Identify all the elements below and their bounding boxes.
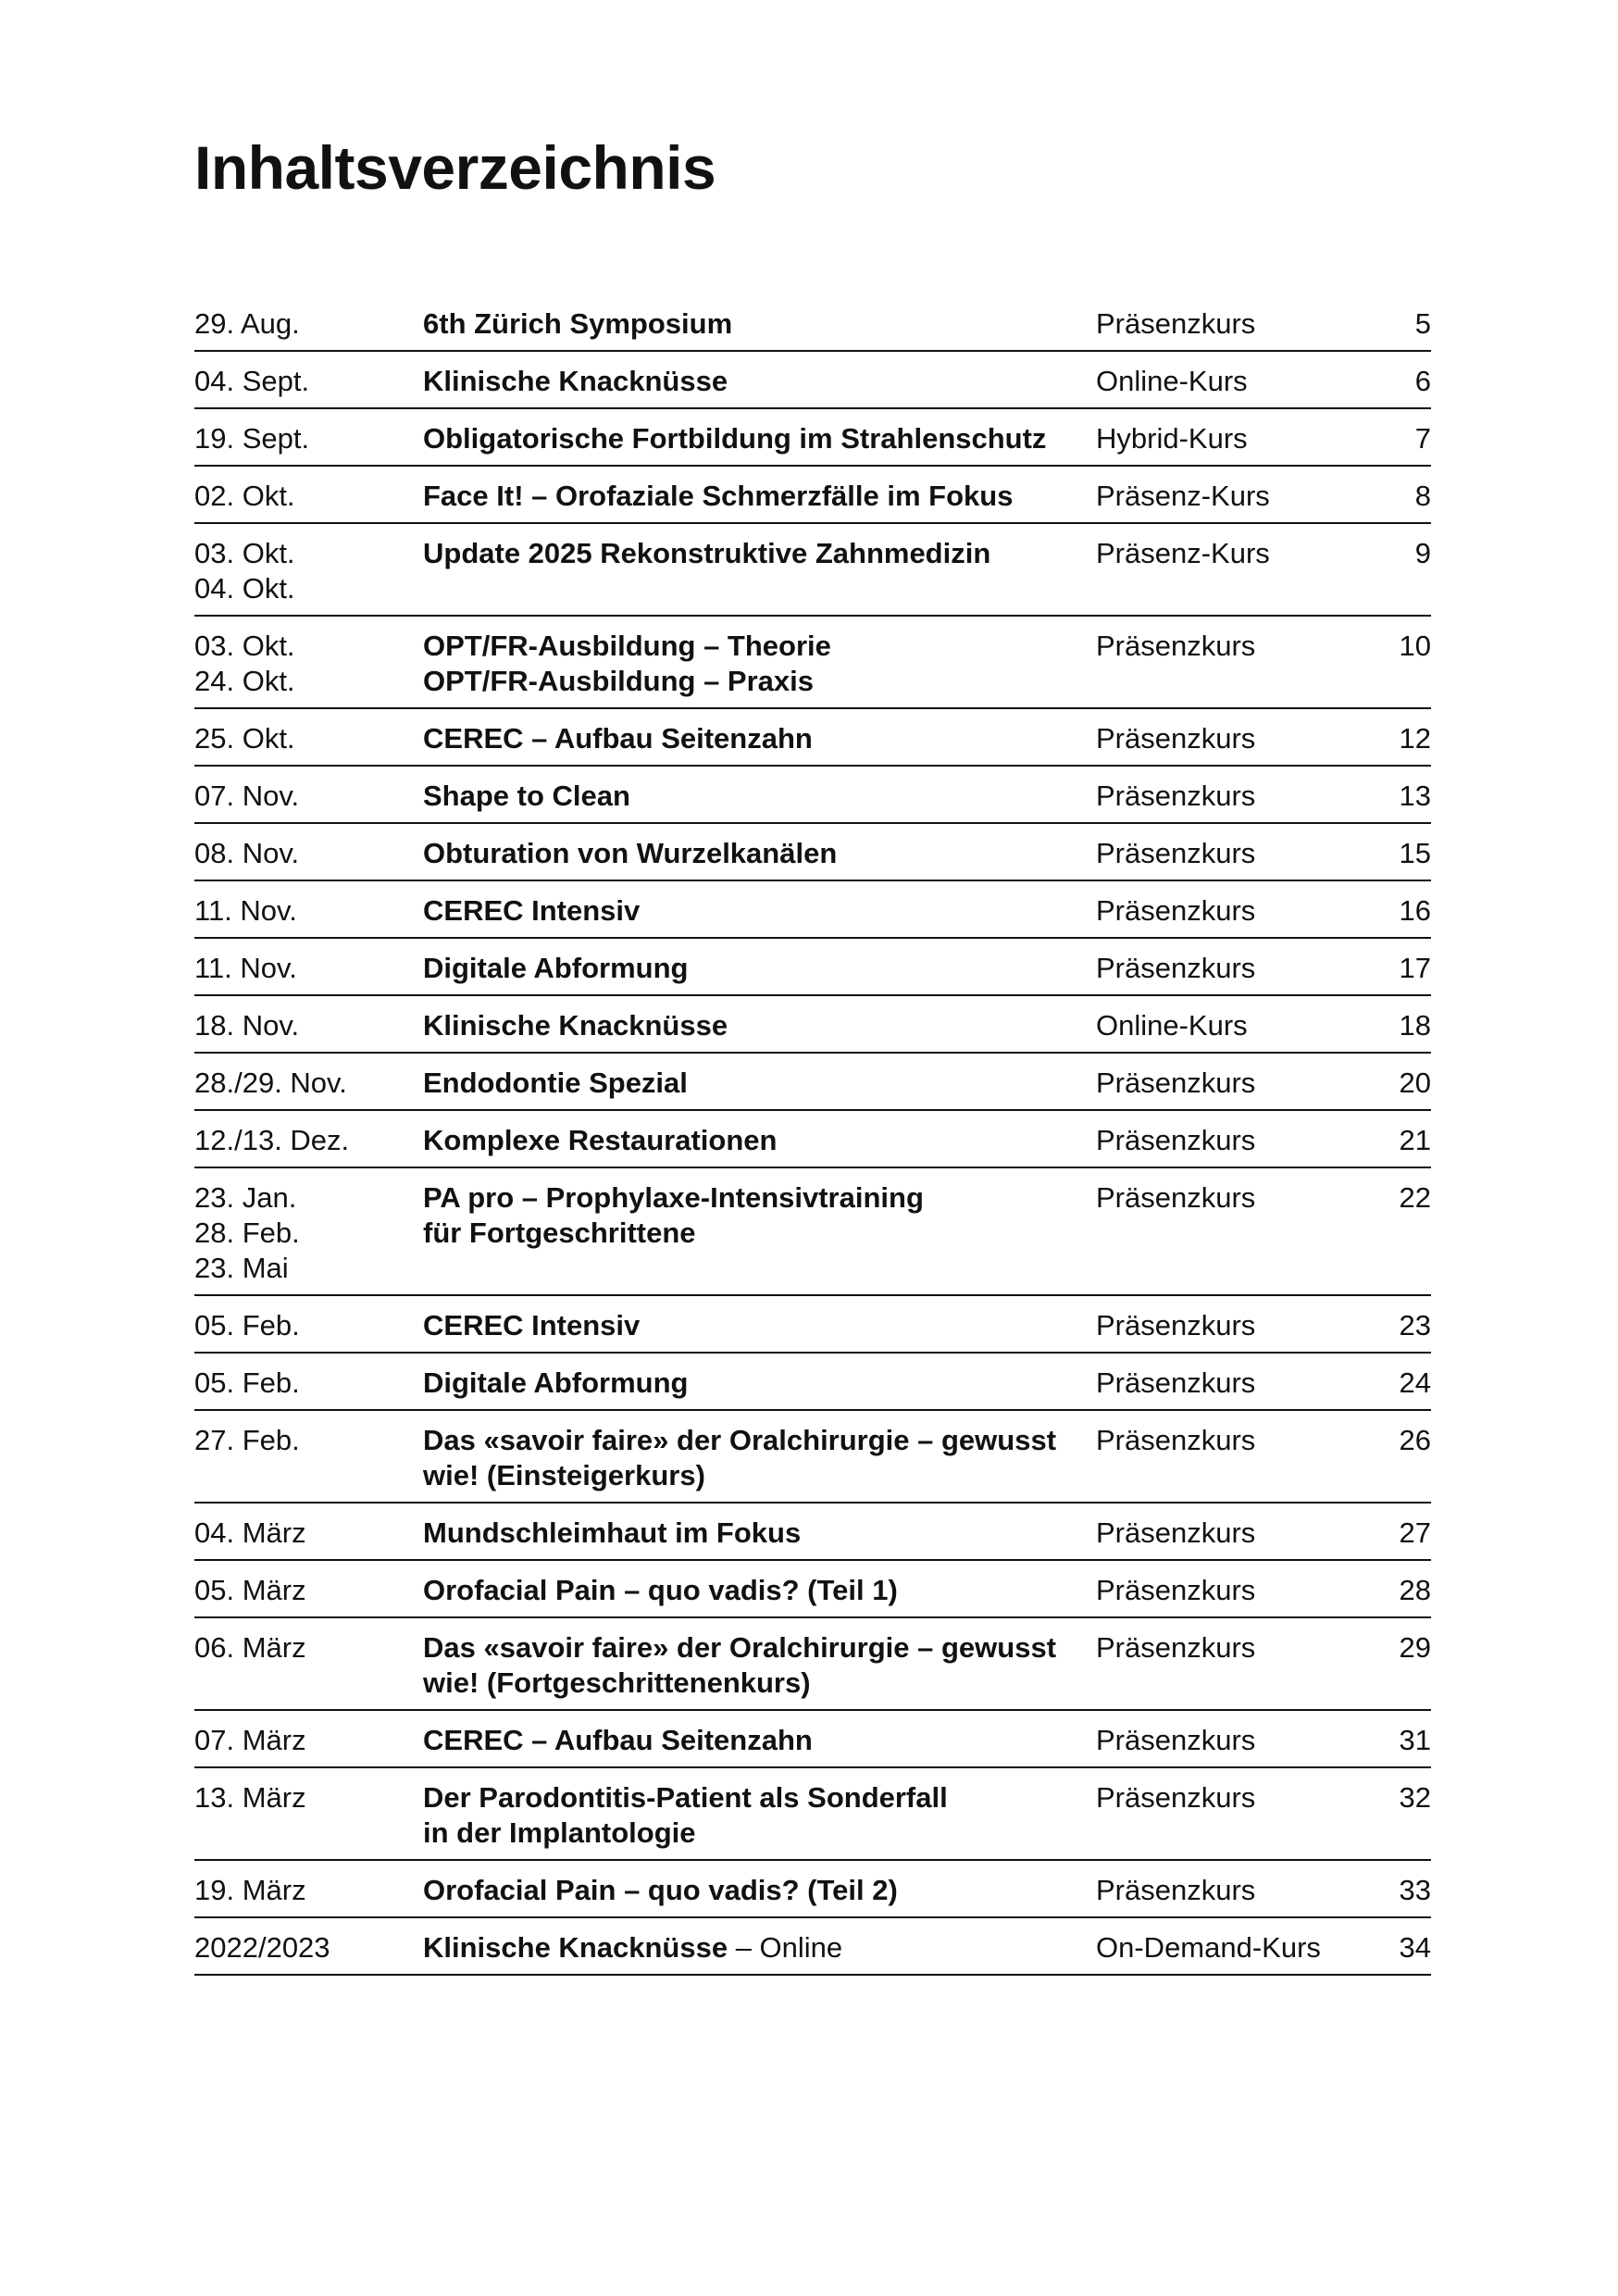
course-title-text: Das «savoir faire» der Oralchirurgie – gewusst wie! (Fortgeschrittenenkurs)	[423, 1631, 1057, 1699]
page-number: 28	[1399, 1574, 1431, 1606]
page-number: 23	[1399, 1309, 1431, 1341]
page-number: 33	[1399, 1874, 1431, 1906]
page-number: 10	[1399, 630, 1431, 662]
course-title-text: Digitale Abformung	[423, 952, 689, 984]
course-type: Präsenzkurs	[1096, 1067, 1256, 1099]
toc-row	[194, 1561, 1431, 1618]
course-title-text: CEREC – Aufbau Seitenzahn	[423, 1724, 813, 1756]
toc-row	[194, 1618, 1431, 1711]
course-date: 08. Nov.	[194, 837, 300, 869]
course-title-text: Der Parodontitis-Patient als Sonderfall in der Implantologie	[423, 1781, 948, 1849]
toc-row	[194, 467, 1431, 524]
course-title	[423, 306, 1089, 342]
page-number: 6	[1414, 365, 1431, 397]
course-date: 05. Feb.	[194, 1366, 300, 1399]
course-title-suffix: – Online	[728, 1931, 843, 1964]
course-date: 2022/2023	[194, 1931, 330, 1964]
toc-row	[194, 524, 1431, 617]
toc-row	[194, 1861, 1431, 1918]
course-title	[423, 1873, 1089, 1908]
toc-row	[194, 409, 1431, 467]
course-title	[423, 1123, 1089, 1158]
toc-row	[194, 767, 1431, 824]
course-date: 19. März	[194, 1874, 306, 1906]
course-title-text: Endodontie Spezial	[423, 1067, 688, 1099]
toc-row	[194, 294, 1431, 352]
course-date: 13. März	[194, 1781, 306, 1814]
course-date: 11. Nov.	[194, 952, 297, 984]
page-number: 34	[1399, 1931, 1431, 1964]
course-type: Präsenz-Kurs	[1096, 537, 1270, 569]
course-type: Präsenzkurs	[1096, 780, 1256, 812]
page-number: 8	[1414, 480, 1431, 512]
toc-row	[194, 1411, 1431, 1504]
toc-row	[194, 881, 1431, 939]
course-title	[423, 721, 1089, 756]
page-number: 7	[1414, 422, 1431, 455]
course-title-text: Digitale Abformung	[423, 1366, 689, 1399]
course-title	[423, 1180, 1089, 1251]
course-title	[423, 1366, 1089, 1401]
course-title	[423, 421, 1089, 456]
course-type: Präsenzkurs	[1096, 1366, 1256, 1399]
toc-row	[194, 1354, 1431, 1411]
course-type: Hybrid-Kurs	[1096, 422, 1248, 455]
course-date: 07. März	[194, 1724, 306, 1756]
course-type: Präsenzkurs	[1096, 1781, 1256, 1814]
course-title-text: CEREC Intensiv	[423, 1309, 641, 1341]
page-number: 18	[1399, 1009, 1431, 1042]
page-number: 27	[1399, 1516, 1431, 1549]
course-date: 04. März	[194, 1516, 306, 1549]
page-number: 5	[1414, 307, 1431, 340]
course-date: 03. Okt. 24. Okt.	[194, 630, 295, 697]
toc-row	[194, 996, 1431, 1054]
course-type: Präsenzkurs	[1096, 837, 1256, 869]
course-type: Präsenzkurs	[1096, 1181, 1256, 1214]
course-title	[423, 479, 1089, 514]
toc-row	[194, 709, 1431, 767]
course-date: 12./13. Dez.	[194, 1124, 350, 1156]
course-title-text: Orofacial Pain – quo vadis? (Teil 2)	[423, 1874, 898, 1906]
course-date: 07. Nov.	[194, 780, 300, 812]
course-type: Präsenzkurs	[1096, 630, 1256, 662]
course-type: Präsenzkurs	[1096, 1574, 1256, 1606]
page-number: 31	[1399, 1724, 1431, 1756]
page-number: 26	[1399, 1424, 1431, 1456]
page-number: 9	[1414, 537, 1431, 569]
course-title	[423, 951, 1089, 986]
course-title-text: OPT/FR-Ausbildung – Theorie OPT/FR-Ausbildung – Praxis	[423, 630, 831, 697]
page-number: 22	[1399, 1181, 1431, 1214]
course-type: Präsenzkurs	[1096, 1631, 1256, 1664]
course-date: 18. Nov.	[194, 1009, 300, 1042]
course-title-text: Orofacial Pain – quo vadis? (Teil 1)	[423, 1574, 898, 1606]
toc-row	[194, 824, 1431, 881]
course-date: 11. Nov.	[194, 894, 297, 927]
course-type: On-Demand-Kurs	[1096, 1931, 1321, 1964]
course-title	[423, 1516, 1089, 1551]
toc-row	[194, 617, 1431, 709]
course-title	[423, 629, 1089, 699]
toc-row	[194, 1296, 1431, 1354]
course-date: 19. Sept.	[194, 422, 310, 455]
course-title	[423, 1066, 1089, 1101]
course-title-text: Obligatorische Fortbildung im Strahlenschutz	[423, 422, 1047, 455]
course-title-text: 6th Zürich Symposium	[423, 307, 733, 340]
course-title	[423, 893, 1089, 929]
course-title-text: CEREC – Aufbau Seitenzahn	[423, 722, 813, 755]
course-title-text: PA pro – Prophylaxe-Intensivtraining für Fortgeschrittene	[423, 1181, 924, 1249]
course-date: 05. Feb.	[194, 1309, 300, 1341]
course-title-text: Klinische Knacknüsse	[423, 365, 728, 397]
page-number: 16	[1399, 894, 1431, 927]
course-title-text: Update 2025 Rekonstruktive Zahnmedizin	[423, 537, 991, 569]
course-date: 25. Okt.	[194, 722, 295, 755]
course-title	[423, 1573, 1089, 1608]
toc-row	[194, 1111, 1431, 1168]
course-type: Präsenzkurs	[1096, 722, 1256, 755]
page-number: 24	[1399, 1366, 1431, 1399]
course-title-text: Das «savoir faire» der Oralchirurgie – gewusst wie! (Einsteigerkurs)	[423, 1424, 1057, 1491]
course-title	[423, 1930, 1089, 1965]
course-date: 06. März	[194, 1631, 306, 1664]
course-title	[423, 1008, 1089, 1043]
course-type: Präsenzkurs	[1096, 1516, 1256, 1549]
toc-row	[194, 1168, 1431, 1296]
course-type: Präsenzkurs	[1096, 1424, 1256, 1456]
course-type: Präsenzkurs	[1096, 952, 1256, 984]
course-date: 23. Jan. 28. Feb. 23. Mai	[194, 1181, 300, 1284]
page-number: 12	[1399, 722, 1431, 755]
toc-row	[194, 1711, 1431, 1768]
table-of-contents	[194, 294, 1431, 1976]
page-number: 20	[1399, 1067, 1431, 1099]
course-type: Präsenzkurs	[1096, 1874, 1256, 1906]
toc-row	[194, 1054, 1431, 1111]
course-title-text: Face It! – Orofaziale Schmerzfälle im Fokus	[423, 480, 1014, 512]
course-title	[423, 1423, 1089, 1493]
toc-row	[194, 1768, 1431, 1861]
course-type: Präsenzkurs	[1096, 1124, 1256, 1156]
course-title	[423, 536, 1089, 571]
course-type: Präsenzkurs	[1096, 894, 1256, 927]
course-date: 27. Feb.	[194, 1424, 300, 1456]
course-title-text: Mundschleimhaut im Fokus	[423, 1516, 802, 1549]
toc-row	[194, 939, 1431, 996]
course-title-text: Klinische Knacknüsse	[423, 1009, 728, 1042]
course-title-text: CEREC Intensiv	[423, 894, 641, 927]
course-type: Präsenz-Kurs	[1096, 480, 1270, 512]
course-title	[423, 1723, 1089, 1758]
page-number: 17	[1399, 952, 1431, 984]
page-number: 13	[1399, 780, 1431, 812]
course-date: 29. Aug.	[194, 307, 300, 340]
course-title	[423, 1630, 1089, 1701]
course-title	[423, 1780, 1089, 1851]
course-title-text: Klinische Knacknüsse	[423, 1931, 728, 1964]
course-date: 04. Sept.	[194, 365, 310, 397]
course-type: Online-Kurs	[1096, 1009, 1248, 1042]
course-title-text: Obturation von Wurzelkanälen	[423, 837, 838, 869]
course-date: 02. Okt.	[194, 480, 295, 512]
page-number: 32	[1399, 1781, 1431, 1814]
course-title	[423, 364, 1089, 399]
course-date: 03. Okt. 04. Okt.	[194, 537, 295, 605]
page-title: Inhaltsverzeichnis	[194, 133, 716, 202]
page-number: 21	[1399, 1124, 1431, 1156]
page-number: 15	[1399, 837, 1431, 869]
course-title	[423, 1308, 1089, 1343]
course-type: Online-Kurs	[1096, 365, 1248, 397]
course-title	[423, 779, 1089, 814]
toc-row	[194, 1918, 1431, 1976]
course-title-text: Shape to Clean	[423, 780, 630, 812]
toc-row	[194, 352, 1431, 409]
course-date: 05. März	[194, 1574, 306, 1606]
course-title-text: Komplexe Restaurationen	[423, 1124, 778, 1156]
page-number: 29	[1399, 1631, 1431, 1664]
course-date: 28./29. Nov.	[194, 1067, 347, 1099]
course-type: Präsenzkurs	[1096, 307, 1256, 340]
toc-row	[194, 1504, 1431, 1561]
course-type: Präsenzkurs	[1096, 1309, 1256, 1341]
course-type: Präsenzkurs	[1096, 1724, 1256, 1756]
course-title	[423, 836, 1089, 871]
